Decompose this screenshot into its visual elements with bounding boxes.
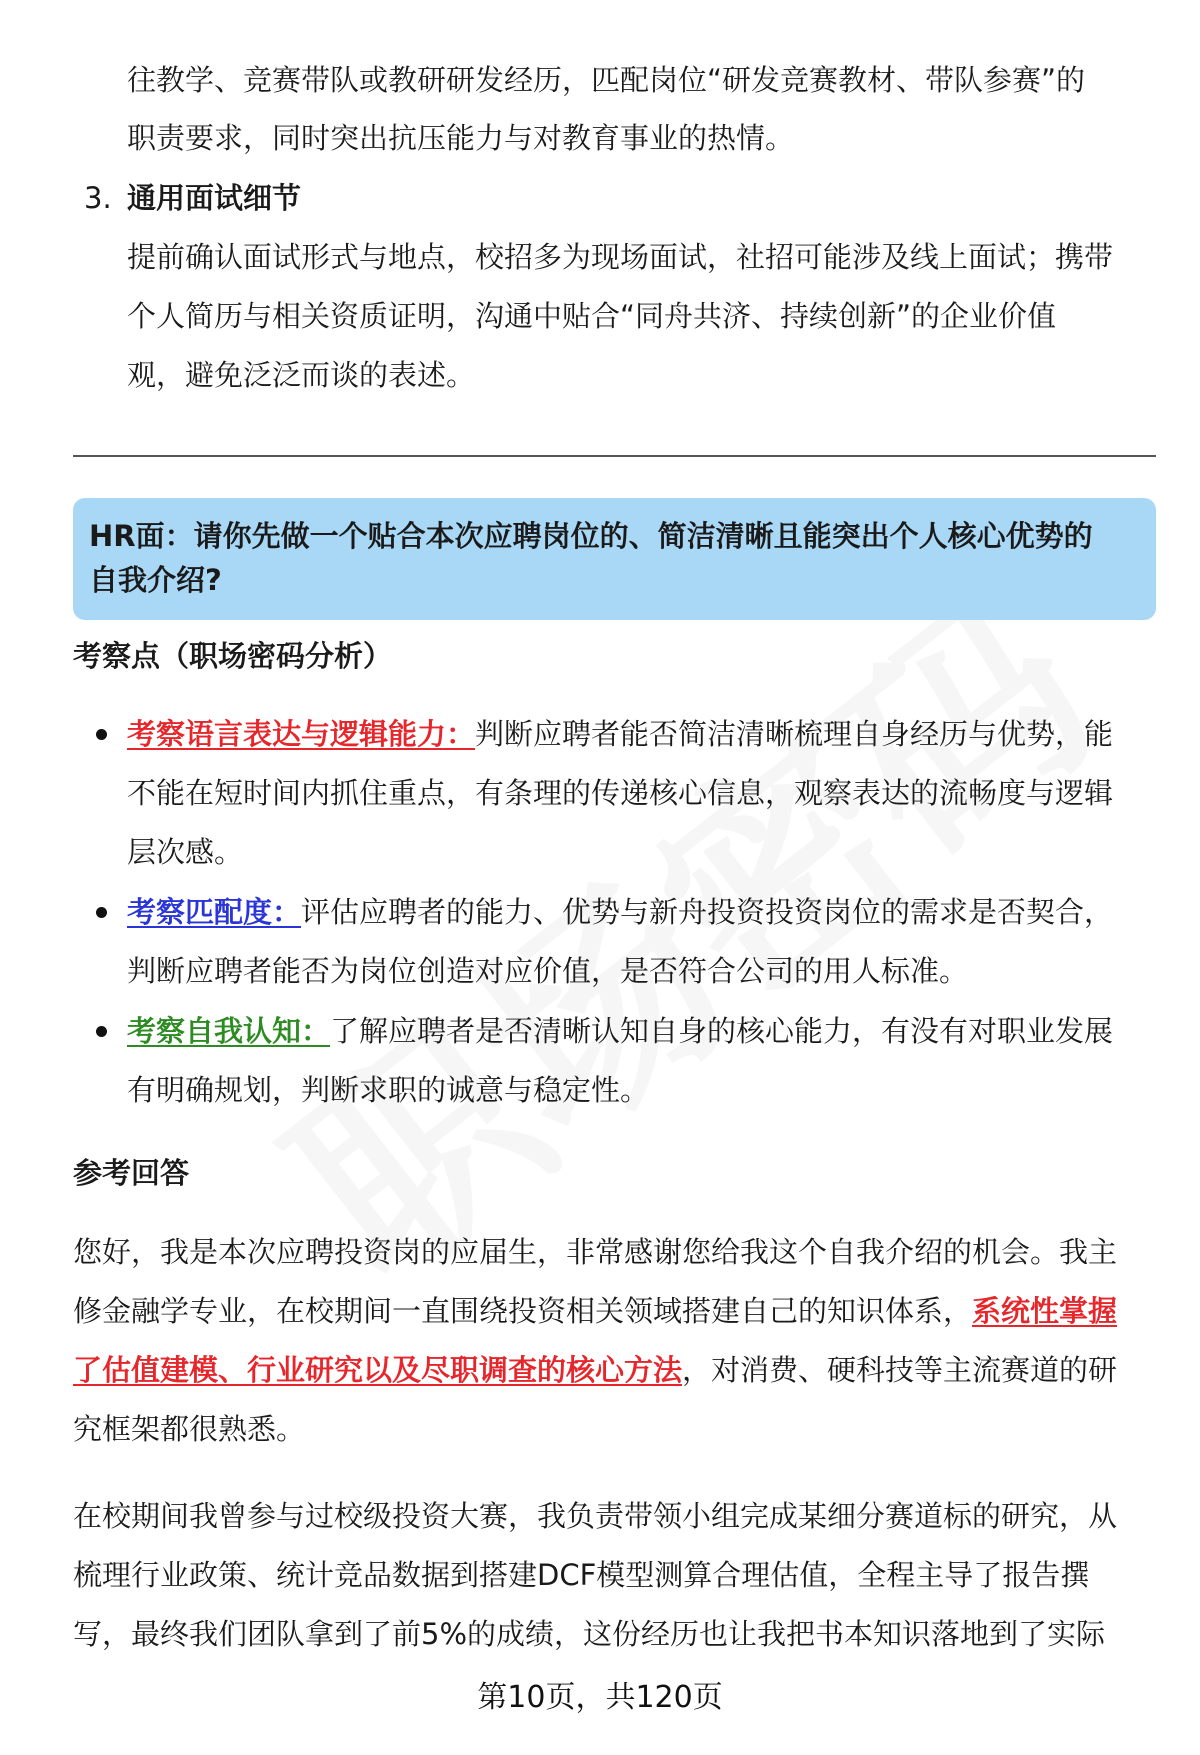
bullet-text: 了解应聘者是否清晰认知自身的核心能力，有没有对职业发展 — [330, 1014, 1114, 1048]
bullet-line — [127, 892, 1113, 932]
section-heading: 参考回答 — [73, 1156, 190, 1190]
bullet-text: 判断应聘者能否简洁清晰梳理自身经历与优势，能 — [475, 717, 1114, 751]
paragraph-line: 在校期间我曾参与过校级投资大赛，我负责带领小组完成某细分赛道标的研究，从 — [73, 1499, 1118, 1533]
bullet-line: 有明确规划，判断求职的诚意与稳定性。 — [127, 1073, 650, 1107]
bullet-line: 判断应聘者能否为岗位创造对应价值，是否符合公司的用人标准。 — [127, 954, 969, 988]
bullet-line: 不能在短时间内抓住重点，有条理的传递核心信息，观察表达的流畅度与逻辑 — [127, 776, 1114, 810]
question-line: HR面：请你先做一个贴合本次应聘岗位的、简洁清晰且能突出个人核心优势的 — [89, 519, 1093, 553]
section-heading: 考察点（职场密码分析） — [73, 639, 393, 673]
bullet-dot — [96, 1026, 107, 1037]
highlight-text: 系统性掌握 — [972, 1294, 1118, 1328]
keyword-language-logic: 考察语言表达与逻辑能力： — [127, 717, 476, 751]
paragraph-text: ，对消费、硬科技等主流赛道的研 — [682, 1353, 1118, 1387]
paragraph-line: 个人简历与相关资质证明，沟通中贴合“同舟共济、持续创新”的企业价值 — [127, 299, 1057, 333]
paragraph-line: 观，避免泛泛而谈的表述。 — [127, 358, 476, 392]
question-callout — [73, 498, 1156, 620]
highlight-text: 了估值建模、行业研究以及尽职调查的核心方法 — [73, 1353, 683, 1387]
paragraph-line: 职责要求，同时突出抗压能力与对教育事业的热情。 — [127, 121, 795, 155]
paragraph-line — [73, 1350, 1117, 1390]
section-divider — [73, 455, 1156, 457]
page-number: 第10页，共120页 — [477, 1680, 723, 1715]
bullet-dot — [96, 907, 107, 918]
paragraph-line: 究框架都很熟悉。 — [73, 1412, 306, 1446]
keyword-self-awareness: 考察自我认知： — [127, 1014, 331, 1048]
paragraph-line: 写，最终我们团队拿到了前5%的成绩，这份经历也让我把书本知识落地到了实际 — [73, 1617, 1106, 1651]
question-line: 自我介绍? — [89, 563, 222, 597]
bullet-dot — [96, 729, 107, 740]
bullet-line — [127, 714, 1113, 754]
paragraph-line: 往教学、竞赛带队或教研研发经历，匹配岗位“研发竞赛教材、带队参赛”的 — [127, 63, 1086, 97]
keyword-match: 考察匹配度： — [127, 895, 302, 929]
paragraph-text: 修金融学专业，在校期间一直围绕投资相关领域搭建自己的知识体系， — [73, 1294, 973, 1328]
paragraph-line: 提前确认面试形式与地点，校招多为现场面试，社招可能涉及线上面试；携带 — [127, 240, 1114, 274]
paragraph-line — [73, 1291, 1117, 1331]
bullet-line — [127, 1011, 1113, 1051]
list-number: 3. — [84, 181, 112, 215]
bullet-text: 评估应聘者的能力、优势与新舟投资投资岗位的需求是否契合， — [301, 895, 1114, 929]
list-item-title: 通用面试细节 — [127, 181, 302, 215]
paragraph-line: 梳理行业政策、统计竞品数据到搭建DCF模型测算合理估值，全程主导了报告撰 — [73, 1558, 1090, 1592]
bullet-line: 层次感。 — [127, 835, 244, 869]
paragraph-line: 您好，我是本次应聘投资岗的应届生，非常感谢您给我这个自我介绍的机会。我主 — [73, 1235, 1118, 1269]
